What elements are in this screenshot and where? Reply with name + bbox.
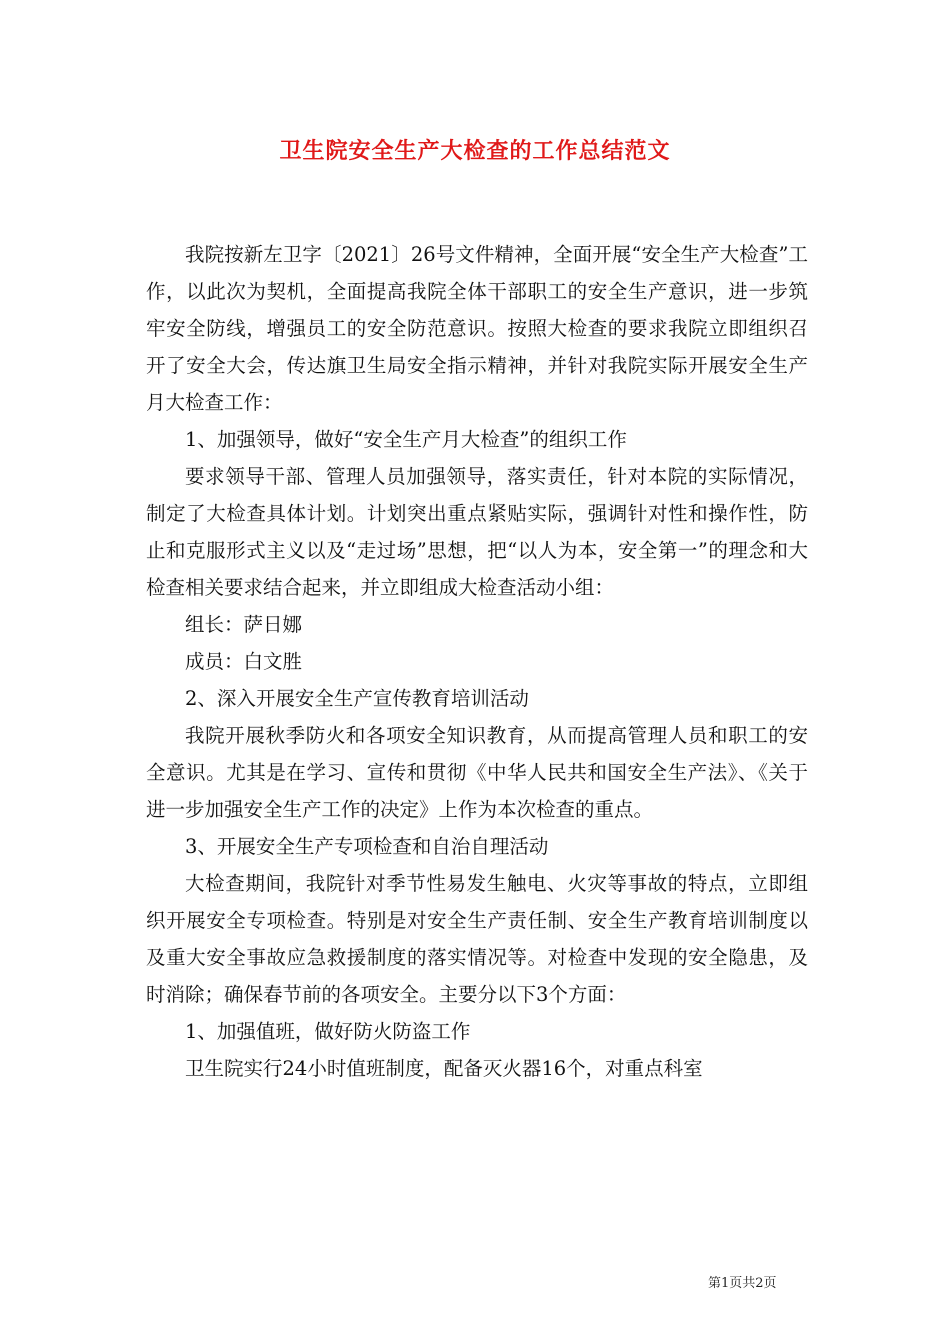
document-title: 卫生院安全生产大检查的工作总结范文 [279, 138, 671, 164]
paragraph: 大检查期间，我院针对季节性易发生触电、火灾等事故的特点，立即组织开展安全专项检查。特别是对安全生产责任制、安全生产教育培训制度以及重大安全事故应急救援制度的落实情况等。对检查中发现的安全隐患，及时消除；确保春节前的各项安全。主要分以下3个方面： [146, 872, 808, 1006]
section-heading: 3、开展安全生产专项检查和自治自理活动 [185, 835, 549, 858]
paragraph: 我院开展秋季防火和各项安全知识教育，从而提高管理人员和职工的安全意识。尤其是在学习、宣传和贯彻《中华人民共和国安全生产法》、《关于进一步加强安全生产工作的决定》上作为本次检查的重点。 [146, 724, 808, 821]
document-body [146, 236, 808, 1087]
paragraph: 组长：萨日娜 [185, 613, 303, 636]
paragraph: 要求领导干部、管理人员加强领导，落实责任，针对本院的实际情况，制定了大检查具体计划。计划突出重点紧贴实际，强调针对性和操作性，防止和克服形式主义以及“走过场”思想，把“以人为本，安全第一”的理念和大检查相关要求结合起来，并立即组成大检查活动小组： [146, 465, 808, 599]
section-heading: 1、加强值班，做好防火防盗工作 [185, 1020, 471, 1043]
paragraph: 成员：白文胜 [185, 650, 303, 673]
section-heading: 2、深入开展安全生产宣传教育培训活动 [185, 687, 529, 710]
paragraph: 卫生院实行24小时值班制度，配备灭火器16个，对重点科室 [185, 1057, 703, 1080]
page-number: 第1页共2页 [708, 1276, 777, 1291]
section-heading: 1、加强领导，做好“安全生产月大检查”的组织工作 [185, 428, 627, 451]
paragraph: 我院按新左卫字〔2021〕26号文件精神，全面开展“安全生产大检查”工作，以此次为契机，全面提高我院全体干部职工的安全生产意识，进一步筑牢安全防线，增强员工的安全防范意识。按照大检查的要求我院立即组织召开了安全大会，传达旗卫生局安全指示精神，并针对我院实际开展安全生产月大检查工作： [146, 243, 808, 414]
